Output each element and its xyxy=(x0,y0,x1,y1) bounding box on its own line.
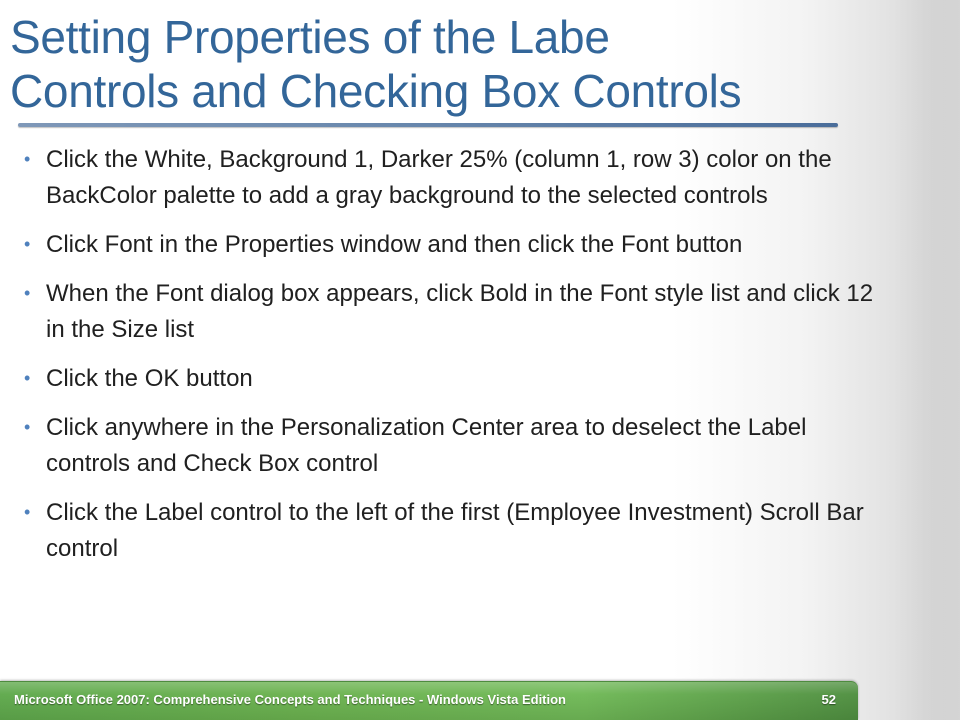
slide-number: 52 xyxy=(821,692,836,707)
slide-title-line-2: Controls and Checking Box Controls xyxy=(10,65,742,117)
bullet-item xyxy=(24,276,889,348)
bullet-item xyxy=(24,410,889,482)
bullet-item xyxy=(24,361,889,397)
bullet-text: Click the Label control to the left of the first (Employee Investment) Scroll Bar control xyxy=(46,499,864,562)
slide-title-line-1: Setting Properties of the Labe xyxy=(10,11,610,63)
footer-bar xyxy=(0,681,858,720)
bullet-icon: • xyxy=(24,502,31,522)
bullet-text: When the Font dialog box appears, click Bold in the Font style list and click 12 in the Size list xyxy=(46,280,874,343)
bullet-icon: • xyxy=(24,368,31,388)
bullet-text: Click the White, Background 1, Darker 25% (column 1, row 3) color on the BackColor palette to add a gray background to the selected controls xyxy=(46,146,832,209)
bullet-text: Click the OK button xyxy=(46,365,253,392)
bullet-text: Click anywhere in the Personalization Center area to deselect the Label controls and Check Box control xyxy=(46,414,807,477)
bullet-list xyxy=(24,142,889,580)
bullet-text: Click Font in the Properties window and then click the Font button xyxy=(46,231,743,258)
title-underline xyxy=(18,123,838,127)
footer-caption: Microsoft Office 2007: Comprehensive Concepts and Techniques - Windows Vista Edition xyxy=(14,692,566,707)
bullet-icon: • xyxy=(24,417,31,437)
bullet-item xyxy=(24,495,889,567)
bullet-icon: • xyxy=(24,283,31,303)
slide-edge-shadow xyxy=(912,0,960,720)
bullet-item xyxy=(24,142,889,214)
bullet-icon: • xyxy=(24,234,31,254)
bullet-icon: • xyxy=(24,149,31,169)
bullet-item xyxy=(24,227,889,263)
slide-title xyxy=(10,10,890,118)
